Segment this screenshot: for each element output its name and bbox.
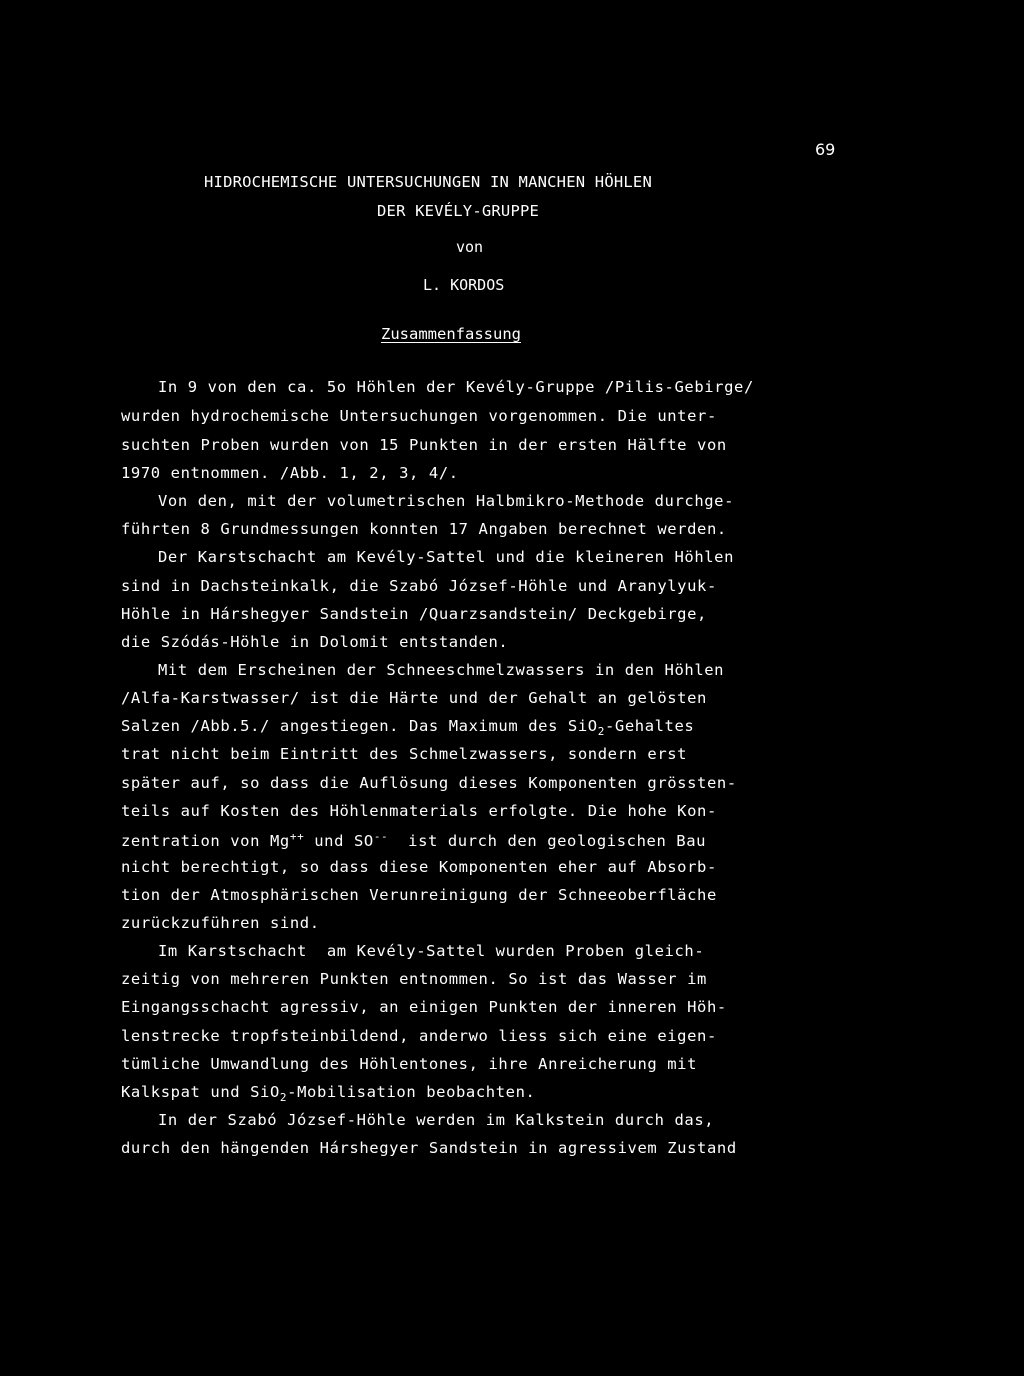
text-line: führten 8 Grundmessungen konnten 17 Angaben berechnet werden. xyxy=(121,520,727,538)
text-line: durch den hängenden Hárshegyer Sandstein in agressivem Zustand xyxy=(121,1139,737,1157)
text-line: Im Karstschacht am Kevély-Sattel wurden Proben gleich- xyxy=(158,942,705,960)
text-line: trat nicht beim Eintritt des Schmelzwassers, sondern erst xyxy=(121,745,688,763)
text-line: teils auf Kosten des Höhlenmaterials erfolgte. Die hohe Kon- xyxy=(121,802,717,820)
text-line: sind in Dachsteinkalk, die Szabó József-Höhle und Aranylyuk- xyxy=(121,577,717,595)
text-line: Mit dem Erscheinen der Schneeschmelzwassers in den Höhlen xyxy=(158,661,725,679)
text-line: zurückzuführen sind. xyxy=(121,914,320,932)
text-line: Kalkspat und SiO$_2$-Mobilisation beobachten. xyxy=(121,1083,536,1105)
text-line: nicht berechtigt, so dass diese Komponenten eher auf Absorb- xyxy=(121,858,717,876)
author-name: L. KORDOS xyxy=(423,276,505,294)
text-line: In 9 von den ca. 5o Höhlen der Kevély-Gruppe /Pilis-Gebirge/ xyxy=(158,378,754,396)
title-line-2: DER KEVÉLY-GRUPPE xyxy=(377,202,540,220)
text-line: die Szódás-Höhle in Dolomit entstanden. xyxy=(121,633,509,651)
text-line: suchten Proben wurden von 15 Punkten in der ersten Hälfte von xyxy=(121,436,727,454)
text-line: Salzen /Abb.5./ angestiegen. Das Maximum des SiO$_2$-Gehaltes xyxy=(121,717,695,739)
page-number: 69 xyxy=(815,140,836,159)
text-line: wurden hydrochemische Untersuchungen vorgenommen. Die unter- xyxy=(121,407,717,425)
text-line: zentration von Mg++ und SO-- ist durch den geologischen Bau xyxy=(121,830,707,851)
title-line-1: HIDROCHEMISCHE UNTERSUCHUNGEN IN MANCHEN HÖHLEN xyxy=(204,173,652,191)
abstract-heading: Zusammenfassung xyxy=(381,325,521,343)
text-line: Höhle in Hárshegyer Sandstein /Quarzsandstein/ Deckgebirge, xyxy=(121,605,707,623)
text-line: Der Karstschacht am Kevély-Sattel und die kleineren Höhlen xyxy=(158,548,735,566)
text-line: später auf, so dass die Auflösung dieses Komponenten grössten- xyxy=(121,774,737,792)
text-line: Von den, mit der volumetrischen Halbmikro-Methode durchge- xyxy=(158,492,735,510)
text-line: zeitig von mehreren Punkten entnommen. So ist das Wasser im xyxy=(121,970,707,988)
text-line: Eingangsschacht agressiv, an einigen Punkten der inneren Höh- xyxy=(121,998,727,1016)
byline-von: von xyxy=(456,238,484,256)
text-line: tion der Atmosphärischen Verunreinigung der Schneeoberfläche xyxy=(121,886,717,904)
text-line: In der Szabó József-Höhle werden im Kalkstein durch das, xyxy=(158,1111,715,1129)
text-line: tümliche Umwandlung des Höhlentones, ihre Anreicherung mit xyxy=(121,1055,698,1073)
text-line: 1970 entnommen. /Abb. 1, 2, 3, 4/. xyxy=(121,464,459,482)
text-line: /Alfa-Karstwasser/ ist die Härte und der Gehalt an gelösten xyxy=(121,689,707,707)
text-line: lenstrecke tropfsteinbildend, anderwo liess sich eine eigen- xyxy=(121,1027,717,1045)
